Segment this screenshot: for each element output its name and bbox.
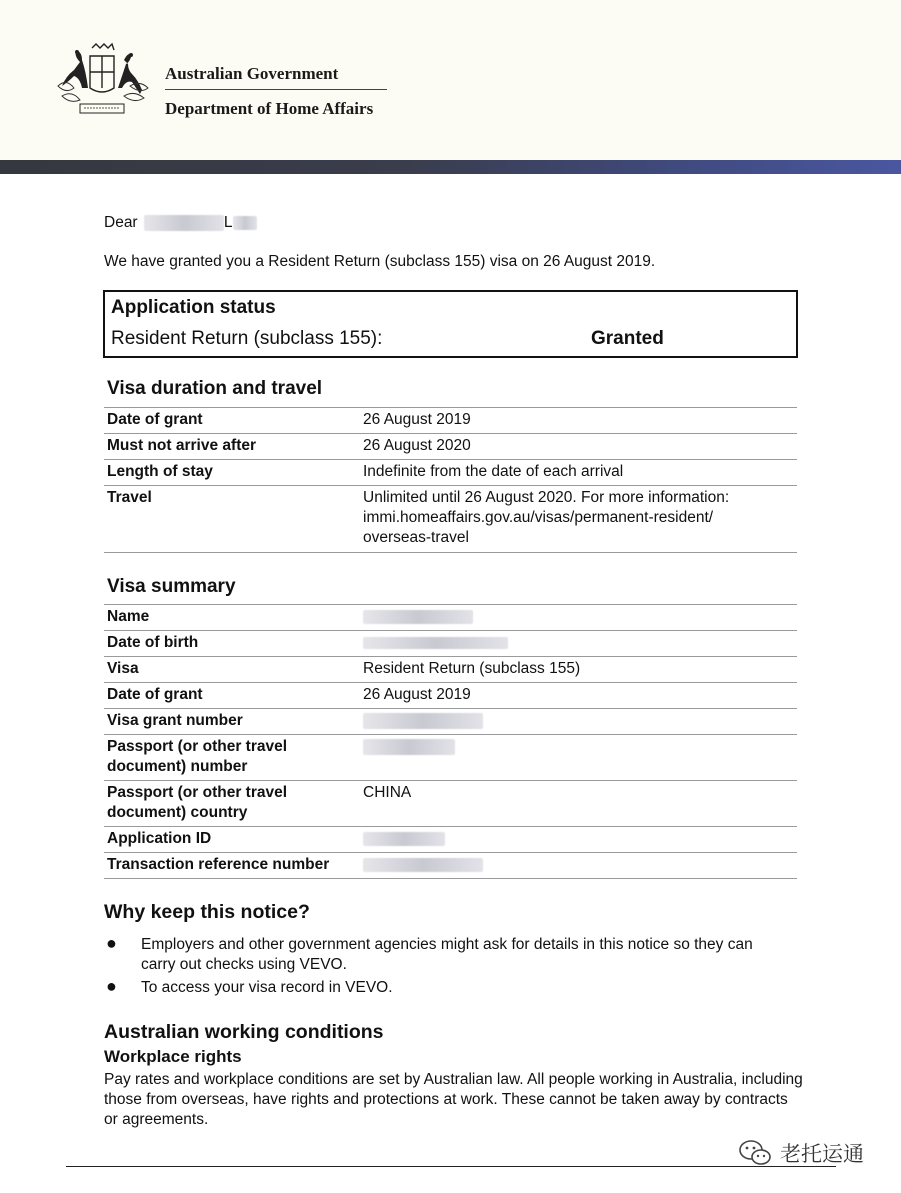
row-value: 26 August 2020: [363, 437, 471, 454]
redacted-value: [363, 637, 508, 649]
table-row: [104, 657, 797, 683]
row-value: [363, 855, 793, 875]
bullet-icon: ●: [106, 933, 117, 953]
conditions-subtitle: Workplace rights: [104, 1047, 242, 1066]
table-row: [104, 683, 797, 709]
row-value: Indefinite from the date of each arrival: [363, 463, 624, 480]
table-row: [104, 827, 797, 853]
summary-section-title: Visa summary: [107, 576, 236, 597]
table-row: [104, 735, 797, 781]
row-key: Transaction reference number: [107, 856, 330, 873]
row-key: Visa: [107, 660, 139, 677]
bullet-text: To access your visa record in VEVO.: [141, 979, 393, 996]
status-value: Granted: [591, 328, 664, 349]
table-row: [104, 605, 797, 631]
redacted-name: [144, 215, 224, 231]
bullet-text: Employers and other government agencies might ask for details in this notice so they can carry out checks using VEVO.: [141, 936, 753, 973]
row-value: [363, 829, 793, 849]
summary-table: [104, 604, 797, 879]
row-key: Date of grant: [107, 411, 203, 428]
footer-divider: [66, 1166, 836, 1167]
row-value: CHINA: [363, 784, 412, 801]
row-value: Unlimited until 26 August 2020. For more information: immi.homeaffairs.gov.au/visas/permanent-resident/ overseas-travel: [363, 489, 730, 546]
duration-section-title: Visa duration and travel: [107, 378, 323, 399]
table-row: [104, 434, 797, 460]
conditions-body: Pay rates and workplace conditions are set by Australian law. All people working in Australia, including those from overseas, have rights and protections at work. These cannot be taken away by contracts or agreements.: [104, 1071, 803, 1128]
application-status-box: [103, 290, 798, 358]
row-key: Date of birth: [107, 634, 199, 651]
row-key: Name: [107, 608, 150, 625]
watermark-text: 老托运通: [780, 1143, 864, 1166]
row-value: [363, 711, 793, 731]
table-row: [104, 408, 797, 434]
watermark: [738, 1138, 864, 1168]
row-key: Length of stay: [107, 463, 213, 480]
wechat-icon: [738, 1139, 772, 1167]
government-name: Australian Government: [165, 64, 339, 83]
redacted-name-end: [233, 216, 257, 230]
intro-text: We have granted you a Resident Return (subclass 155) visa on 26 August 2019.: [104, 253, 656, 270]
header-band: [0, 160, 901, 174]
table-row: [104, 781, 797, 827]
row-value: 26 August 2019: [363, 686, 471, 703]
bullet-icon: ●: [106, 976, 117, 996]
conditions-title: Australian working conditions: [104, 1021, 384, 1043]
redacted-value: [363, 858, 483, 872]
row-value: [363, 607, 793, 627]
table-row: [104, 709, 797, 735]
status-title: Application status: [111, 297, 276, 318]
redacted-value: [363, 739, 455, 755]
row-key: Passport (or other travel document) number: [107, 738, 288, 775]
row-value: [363, 737, 793, 757]
row-key: Application ID: [107, 830, 212, 847]
row-key: Travel: [107, 489, 152, 506]
redacted-value: [363, 610, 473, 624]
table-row: [104, 486, 797, 553]
salutation-suffix: L: [223, 214, 233, 231]
row-value: 26 August 2019: [363, 411, 471, 428]
notice-title: Why keep this notice?: [104, 901, 310, 923]
salutation: [104, 214, 257, 232]
letterhead-divider: [165, 89, 387, 90]
duration-table: [104, 407, 797, 553]
table-row: [104, 460, 797, 486]
table-row: [104, 853, 797, 879]
table-row: [104, 631, 797, 657]
row-key: Must not arrive after: [107, 437, 257, 454]
redacted-value: [363, 832, 445, 846]
row-value: [363, 633, 793, 653]
redacted-value: [363, 713, 483, 729]
salutation-text: Dear: [104, 214, 138, 231]
department-name: Department of Home Affairs: [165, 99, 374, 118]
row-key: Date of grant: [107, 686, 203, 703]
coat-of-arms-icon: [52, 42, 152, 122]
row-key: Visa grant number: [107, 712, 243, 729]
row-value: Resident Return (subclass 155): [363, 660, 581, 677]
status-label: Resident Return (subclass 155):: [111, 328, 383, 349]
row-key: Passport (or other travel document) country: [107, 784, 288, 821]
